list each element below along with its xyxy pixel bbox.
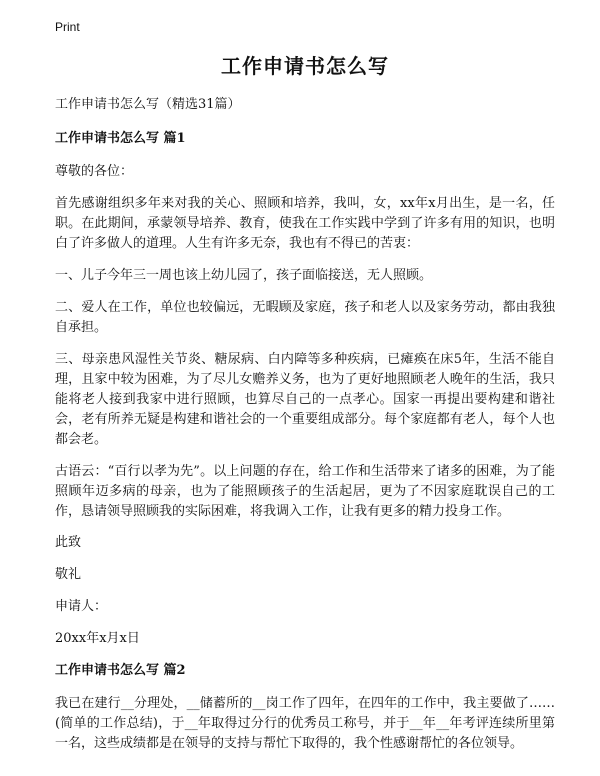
paragraph: 古语云：“百行以孝为先”。以上问题的存在，给工作和生活带来了诸多的困难，为了能照顾年迈多病的母亲，也为了能照顾孩子的生活起居，更为了不因家庭耽误自己的工作，恳请领导照顾我的实际困难，将我调入工作，让我有更多的精力投身工作。 [55,464,555,519]
closing-text: 此致 [55,535,82,550]
paragraph: 首先感谢组织多年来对我的关心、照顾和培养，我叫，女，xx年x月出生，是一名，任职。在此期间，承蒙领导培养、教育，使我在工作实践中学到了许多有用的知识，也明白了许多做人的道理。人生有许多无奈，我也有不得已的苦衷： [55,196,555,251]
paragraph: 一、儿子今年三一周也该上幼儿园了，孩子面临接送，无人照顾。 [55,268,433,283]
paragraph: 我已在建行__分理处，__储蓄所的__岗工作了四年，在四年的工作中，我主要做了……(简单的工作总结)，于__年取得过分行的优秀员工称号，并于__年__年考评连续所里第一名，这些成绩都是在领导的支持与帮忙下取得的，我个性感谢帮忙的各位领导。 [55,696,555,751]
greeting: 尊敬的各位： [55,164,134,179]
page-title: 工作申请书怎么写 [221,54,389,78]
print-link[interactable]: Print [55,20,80,34]
salute-text: 敬礼 [55,567,82,582]
date-text: 20xx年x月x日 [55,631,140,646]
applicant-label: 申请人： [55,599,108,614]
paragraph: 三、母亲患风湿性关节炎、糖尿病、白内障等多种疾病，已瘫痪在床5年，生活不能自理，且家中较为困难，为了尽儿女赡养义务，也为了更好地照顾老人晚年的生活，我只能将老人接到我家中进行照顾，也算尽自己的一点孝心。国家一再提出要构建和谐社会，老有所养无疑是构建和谐社会的一个重要组成部分。每个家庭都有老人，每个人也都会老。 [55,352,555,447]
paragraph: 二、爱人在工作，单位也较偏远，无暇顾及家庭，孩子和老人以及家务劳动，都由我独自承担。 [55,300,555,335]
section-heading-2: 工作申请书怎么写 篇2 [55,663,186,678]
document-subtitle: 工作申请书怎么写（精选31篇） [55,97,241,112]
section-heading-1: 工作申请书怎么写 篇1 [55,131,186,146]
document-body [55,52,555,766]
